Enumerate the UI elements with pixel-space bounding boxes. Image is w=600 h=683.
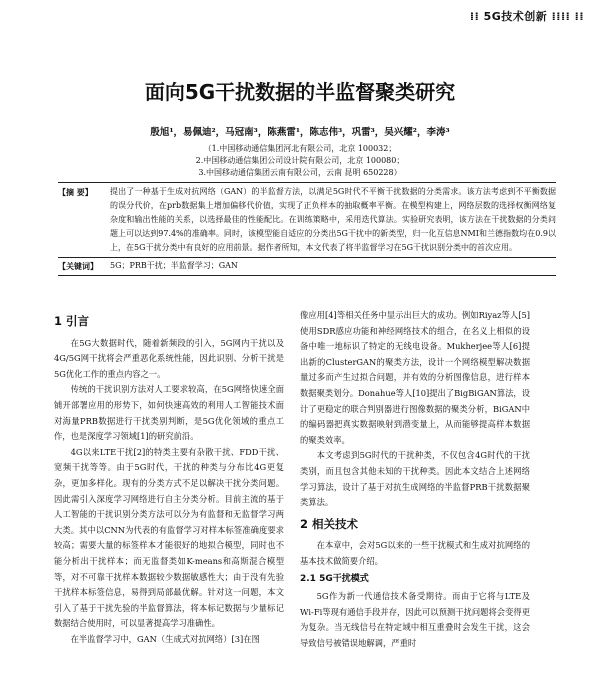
paragraph: 在本章中，会对5G以来的一些干扰模式和生成对抗网络的基本技术做简要介绍。 (300, 540, 530, 566)
abstract-text: 提出了一种基于生成对抗网络（GAN）的半监督方法，以满足5G时代不平衡干扰数据的分类需求。该方法考虑到不平衡数据的误分代价，在prb数据集上增加偏移代价值，实现了正负样本的抽取概率平衡。在模型构建上，网络层数的选择权衡网络复杂度和输出性能的关系，以选择最佳的性能配比。在训练策略中，采用迭代算法。实验研究表明，该方法在干扰数据的分类问题上可以达到97.4%的准确率。同时，该模型能自适应的分类出5G干扰中的新类型，归一化互信息NMI和兰德指数均在0.9以上，在5G干扰分类中有良好的应用前景。据作者所知，本文代表了将半监督学习在5G干扰识别分类中的首次应用。 (110, 187, 556, 252)
paragraph: 4G以来LTE干扰[2]的特类主要有杂散干扰、FDD干扰、宽频干扰等等。由于5G时代，干扰的种类与分布比4G更复杂，更加多样化。现有的分类方式不足以解决干扰分类问题。因此需引入深度学习网络进行自主分类分析。目前主流的基于人工智能的干扰识别分类方法可以分为有监督和无监督学习两大类。其中以CNN为代表的有监督学习对样本标签准确度要求较高；需要大量的标签样本才能很好的地拟合模型，同时也不能分析出干扰样本；而无监督类如K-means和高斯混合模型等，对不可靠干扰样本数据较少数据敏感性大；由于没有先验干扰样本标签信息，易得到局部最优解。针对这一问题，本文引入了基于干扰先验的半监督算法，将本标记数据与少量标记数据结合使用时，可以显著提高学习准确性。 (54, 446, 284, 629)
affiliation-1: （1.中国移动通信集团河北有限公司，北京 100032； (203, 144, 397, 153)
section-2-heading: 2 相关技术 (300, 516, 359, 531)
keywords-text: 5G；PRB干扰；半监督学习；GAN (110, 261, 238, 270)
left-column (54, 308, 284, 647)
section-1-heading: 1 引言 (54, 314, 90, 328)
paragraph: 本文考虑到5G时代的干扰种类，不仅包含4G时代的干扰类别，而且包含其他未知的干扰种类。因此本文结合上述网络学习算法，设计了基于对抗生成网络的半监督PRB干扰数据聚类算法。 (300, 450, 530, 508)
section-2-1-heading: 2.1 5G干扰模式 (300, 573, 369, 584)
affiliation-3: 3.中国移动通信集团云南有限公司，云南 昆明 650228） (198, 168, 402, 177)
paragraph: 5G作为新一代通信技术备受期待。而由于它将与LTE及Wi-Fi等现有通信手段并存，因此可以预测干扰问题将会变得更为复杂。当无线信号在特定域中相互重叠时会发生干扰，这会导致信号被错误地解调，严重时 (300, 591, 530, 648)
journal-section-header: ⁞⁞ 5G技术创新 ⁞⁞⁞⁞ ⁞⁞ (469, 10, 584, 23)
author-list: 殷旭¹，易佩迪²，马冠南³，陈燕雷¹，陈志伟³，巩雷³，吴兴耀²，李涛³ (150, 127, 450, 138)
paper-title: 面向5G干扰数据的半监督聚类研究 (144, 80, 456, 104)
paragraph: 在5G大数据时代，随着新频段的引入，5G网内干扰以及4G/5G网干扰将会严重恶化系统性能，因此识别、分析干扰是5G优化工作的重点内容之一。 (54, 337, 284, 379)
abstract-label: 【摘 要】 (58, 187, 93, 197)
keywords-label: 【关键词】 (58, 261, 98, 271)
abstract-block (58, 182, 556, 276)
paragraph: 像应用[4]等相关任务中显示出巨大的成功。例如Riyaz等人[5]使用SDR感应功能和神经网络技术的组合，在名义上相似的设备中唯一地标识了特定的无线电设备。Mukherjee等人[6]提出新的ClusterGAN的聚类方法，设计一个网络模型解决数据量过多而产生过拟合问题，并有效的分析图像信息，进行样本数据聚类划分。Donahue等人[10]提出了BigBiGAN算法，设计了更稳定的联合判别器进行图像数据的聚类分析，BiGAN中的编码器把真实数据映射到潜变量上，从而能够提高样本数据的聚类效率。 (300, 310, 531, 445)
paragraph: 传统的干扰识别方法对人工要求较高，在5G网络快速全面铺开部署应用的形势下，如何快速高效的利用人工智能技术面对海量PRB数据进行干扰类别判断，是5G优化领域的重点工作，也是深度学习领域[1]的研究前沿。 (54, 384, 284, 442)
paragraph: 在半监督学习中，GAN（生成式对抗网络）[3]在图 (70, 633, 260, 644)
right-column (300, 308, 530, 651)
affiliation-2: 2.中国移动通信集团公司设计院有限公司，北京 100080； (195, 156, 405, 165)
